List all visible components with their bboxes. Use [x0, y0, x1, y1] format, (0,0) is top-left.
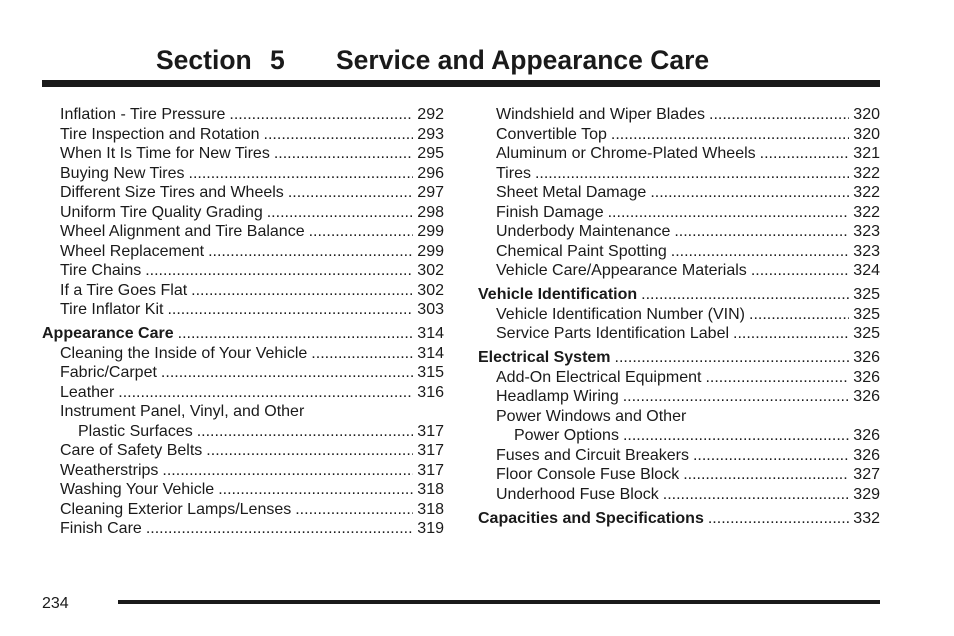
- toc-entry-page: 319: [417, 520, 444, 537]
- toc-entry-page: 299: [417, 223, 444, 240]
- toc-entry-title: Underhood Fuse Block: [496, 485, 659, 503]
- toc-entry-page: 325: [853, 325, 880, 342]
- toc-entry-title: Buying New Tires: [60, 164, 185, 182]
- page-number: 234: [42, 595, 69, 612]
- toc-entry-title: Convertible Top: [496, 125, 607, 143]
- toc-entry[interactable]: [42, 500, 444, 520]
- toc-entry[interactable]: [478, 222, 880, 242]
- toc-entry-page: 302: [417, 262, 444, 279]
- toc-entry-page: 317: [417, 422, 444, 440]
- leader-dots: [705, 368, 849, 388]
- leader-dots: [683, 465, 849, 485]
- leader-dots: [733, 324, 849, 344]
- leader-dots: [178, 324, 414, 344]
- toc-entry-page: 322: [853, 164, 880, 182]
- toc-entry[interactable]: [42, 261, 444, 281]
- toc-entry-page: 326: [853, 349, 880, 366]
- toc-entry-page: 326: [853, 427, 880, 444]
- toc-entry-page: 332: [853, 509, 880, 527]
- toc-entry-title: Cleaning Exterior Lamps/Lenses: [60, 500, 292, 518]
- leader-dots: [189, 164, 414, 184]
- toc-entry[interactable]: [478, 446, 880, 466]
- toc-entry-page: 325: [853, 286, 880, 303]
- toc-entry-page: 297: [417, 184, 444, 201]
- toc-entry-title: Underbody Maintenance: [496, 223, 671, 240]
- leader-dots: [167, 300, 413, 320]
- leader-dots: [671, 242, 850, 262]
- toc-entry-title: Care of Safety Belts: [60, 442, 203, 459]
- toc-entry-power-options[interactable]: [478, 426, 880, 446]
- toc-entry-page: 323: [853, 242, 880, 260]
- electrical-group-b: [478, 446, 880, 505]
- toc-entry-title: Plastic Surfaces: [78, 422, 193, 440]
- toc-entry-page: 320: [853, 125, 880, 143]
- leader-dots: [146, 519, 413, 539]
- toc-entry-page: 321: [853, 145, 880, 162]
- toc-entry-page: 327: [853, 466, 880, 483]
- leader-dots: [229, 105, 413, 125]
- leader-dots: [709, 105, 849, 125]
- toc-entry-title: Wheel Alignment and Tire Balance: [60, 223, 305, 240]
- leader-dots: [749, 305, 849, 325]
- leader-dots: [267, 203, 414, 223]
- toc-entry-title: Tire Inspection and Rotation: [60, 125, 260, 143]
- toc-entry-title: Leather: [60, 383, 115, 401]
- toc-entry-title: If a Tire Goes Flat: [60, 281, 188, 299]
- toc-entry-page: 326: [853, 446, 880, 464]
- toc-entry-title: Tire Chains: [60, 262, 142, 279]
- toc-entry[interactable]: [42, 363, 444, 383]
- toc-entry-title: Inflation - Tire Pressure: [60, 106, 226, 123]
- toc-entry-page: 303: [417, 301, 444, 318]
- toc-entry-title: Wheel Replacement: [60, 242, 205, 260]
- leader-dots: [535, 164, 849, 184]
- section-name: Service and Appearance Care: [336, 45, 710, 75]
- toc-entry-title: Finish Damage: [496, 203, 604, 221]
- toc-entry-title: Vehicle Identification: [478, 286, 638, 303]
- leader-dots: [623, 426, 849, 446]
- toc-entry-page: 326: [853, 368, 880, 386]
- toc-entry[interactable]: [478, 261, 880, 281]
- leader-dots: [760, 144, 850, 164]
- toc-entry-title: When It Is Time for New Tires: [60, 145, 270, 162]
- toc-entry[interactable]: [42, 383, 444, 403]
- toc-entry-title: Tire Inflator Kit: [60, 301, 164, 318]
- leader-dots: [615, 348, 850, 368]
- toc-entry[interactable]: [42, 105, 444, 125]
- toc-entry[interactable]: [42, 222, 444, 242]
- toc-entry-page: 323: [853, 223, 880, 240]
- leader-dots: [274, 144, 413, 164]
- leader-dots: [197, 422, 414, 442]
- toc-entry[interactable]: [42, 441, 444, 461]
- toc-entry[interactable]: [42, 203, 444, 223]
- toc-entry-appearance-care[interactable]: [42, 324, 444, 344]
- appearance-group-c: [478, 105, 880, 281]
- toc-entry-title: Uniform Tire Quality Grading: [60, 203, 263, 221]
- footer-rule: [118, 600, 880, 604]
- leader-dots: [118, 383, 413, 403]
- toc-entry-title: Finish Care: [60, 520, 142, 537]
- toc-entry-page: 299: [417, 242, 444, 260]
- toc-entry-page: 322: [853, 184, 880, 201]
- toc-entry[interactable]: [42, 164, 444, 184]
- toc-entry-title: Floor Console Fuse Block: [496, 466, 680, 483]
- toc-entry-page: 314: [417, 325, 444, 342]
- vehicle-id-group: [478, 305, 880, 344]
- toc-entry[interactable]: [42, 461, 444, 481]
- toc-entry-title: Windshield and Wiper Blades: [496, 106, 705, 123]
- toc-entry-title: Aluminum or Chrome-Plated Wheels: [496, 145, 756, 162]
- toc-entry[interactable]: [478, 183, 880, 203]
- toc-entry-title: Tires: [496, 164, 531, 182]
- toc-entry[interactable]: [478, 485, 880, 505]
- toc-entry[interactable]: [478, 368, 880, 388]
- toc-entry[interactable]: [42, 125, 444, 145]
- toc-entry-title: Power Options: [514, 427, 619, 444]
- tire-group: [42, 105, 444, 320]
- toc-entry-title: Fabric/Carpet: [60, 364, 157, 381]
- header-rule: [42, 80, 880, 87]
- toc-entry-title: Headlamp Wiring: [496, 388, 619, 405]
- toc-column-right: [478, 105, 880, 528]
- toc-entry-page: 296: [417, 164, 444, 182]
- toc-entry[interactable]: [478, 324, 880, 344]
- leader-dots: [208, 242, 413, 262]
- toc-entry-page: 298: [417, 203, 444, 221]
- toc-entry[interactable]: [478, 105, 880, 125]
- toc-entry-page: 295: [417, 145, 444, 162]
- toc-entry[interactable]: [42, 242, 444, 262]
- toc-entry[interactable]: [478, 387, 880, 407]
- toc-entry-title: Add-On Electrical Equipment: [496, 368, 702, 386]
- toc-entry[interactable]: [478, 164, 880, 184]
- leader-dots: [650, 183, 849, 203]
- toc-entry-title: Vehicle Care/Appearance Materials: [496, 262, 747, 279]
- electrical-group-a: [478, 368, 880, 407]
- toc-entry-page: 320: [853, 106, 880, 123]
- leader-dots: [309, 222, 414, 242]
- leader-dots: [162, 461, 413, 481]
- toc-entry[interactable]: [478, 465, 880, 485]
- toc-entry-page: 302: [417, 281, 444, 299]
- toc-entry-title: Washing Your Vehicle: [60, 481, 215, 498]
- toc-entry-page: 317: [417, 442, 444, 459]
- leader-dots: [608, 203, 850, 223]
- leader-dots: [161, 363, 413, 383]
- toc-entry-electrical-system[interactable]: [478, 348, 880, 368]
- toc-entry[interactable]: [42, 144, 444, 164]
- leader-dots: [693, 446, 849, 466]
- toc-entry[interactable]: [42, 183, 444, 203]
- section-label: Section: [156, 45, 252, 75]
- toc-entry-page: 325: [853, 305, 880, 323]
- toc-entry-page: 293: [417, 125, 444, 143]
- leader-dots: [288, 183, 413, 203]
- leader-dots: [751, 261, 849, 281]
- toc-entry-page: 315: [417, 364, 444, 381]
- toc-entry-title: Vehicle Identification Number (VIN): [496, 305, 745, 323]
- toc-entry-title: Different Size Tires and Wheels: [60, 184, 284, 201]
- toc-entry-power-windows-line1[interactable]: Power Windows and Other: [496, 407, 687, 425]
- toc-entry-title: Cleaning the Inside of Your Vehicle: [60, 344, 308, 362]
- toc-entry-title: Capacities and Specifications: [478, 509, 704, 527]
- toc-entry-page: 314: [417, 344, 444, 362]
- leader-dots: [311, 344, 413, 364]
- toc-entry-page: 318: [417, 500, 444, 518]
- appearance-group-b: [42, 441, 444, 539]
- toc-entry-title: Electrical System: [478, 349, 611, 366]
- leader-dots: [206, 441, 413, 461]
- toc-entry-instrument-line1[interactable]: Instrument Panel, Vinyl, and Other: [60, 403, 305, 420]
- toc-entry[interactable]: [478, 144, 880, 164]
- toc-entry-page: 324: [853, 262, 880, 279]
- leader-dots: [191, 281, 413, 301]
- toc-entry[interactable]: [42, 300, 444, 320]
- toc-entry-page: 317: [417, 461, 444, 479]
- toc-entry[interactable]: [42, 281, 444, 301]
- toc-entry-page: 318: [417, 481, 444, 498]
- toc-entry-title: Service Parts Identification Label: [496, 325, 730, 342]
- toc-entry-title: Sheet Metal Damage: [496, 184, 647, 201]
- leader-dots: [663, 485, 850, 505]
- toc-entry[interactable]: [42, 519, 444, 539]
- toc-entry-page: 316: [417, 383, 444, 401]
- toc-entry[interactable]: [478, 242, 880, 262]
- toc-entry-title: Fuses and Circuit Breakers: [496, 446, 689, 464]
- leader-dots: [218, 480, 413, 500]
- appearance-group-a: [42, 344, 444, 403]
- leader-dots: [623, 387, 850, 407]
- toc-entry-page: 292: [417, 106, 444, 123]
- toc-entry-page: 329: [853, 485, 880, 503]
- toc-entry[interactable]: [478, 305, 880, 325]
- leader-dots: [674, 222, 849, 242]
- toc-column-left: [42, 105, 444, 539]
- toc-entry-vehicle-identification[interactable]: [478, 285, 880, 305]
- leader-dots: [295, 500, 413, 520]
- toc-entry-title: Weatherstrips: [60, 461, 159, 479]
- toc-entry[interactable]: [42, 480, 444, 500]
- toc-entry-plastic-surfaces[interactable]: [42, 422, 444, 442]
- toc-entry-title: Appearance Care: [42, 325, 174, 342]
- toc-entry-capacities[interactable]: [478, 509, 880, 529]
- leader-dots: [264, 125, 414, 145]
- toc-entry[interactable]: [478, 125, 880, 145]
- toc-entry[interactable]: [42, 344, 444, 364]
- toc-entry-page: 322: [853, 203, 880, 221]
- section-number: 5: [270, 45, 285, 75]
- leader-dots: [611, 125, 849, 145]
- toc-entry-title: Chemical Paint Spotting: [496, 242, 667, 260]
- toc-entry[interactable]: [478, 203, 880, 223]
- leader-dots: [145, 261, 413, 281]
- leader-dots: [708, 509, 849, 529]
- toc-entry-page: 326: [853, 388, 880, 405]
- leader-dots: [641, 285, 849, 305]
